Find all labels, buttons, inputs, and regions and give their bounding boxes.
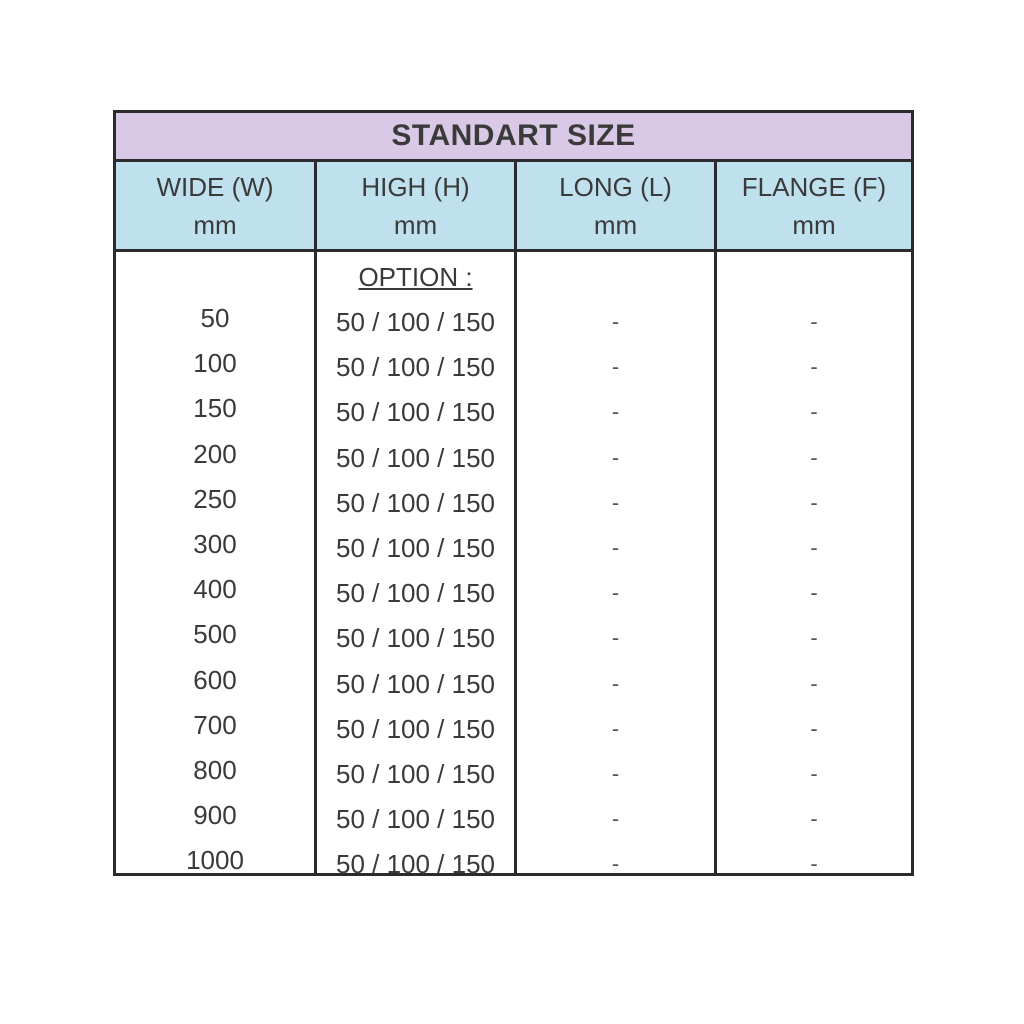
cell-long: - xyxy=(611,354,620,380)
cell-wide: 500 xyxy=(193,619,237,650)
cell-high: 50 / 100 / 150 xyxy=(335,668,496,699)
table-title: STANDART SIZE xyxy=(116,113,911,162)
cell-flange: - xyxy=(810,309,818,334)
cell-long: - xyxy=(611,715,620,741)
header-wide xyxy=(116,162,317,249)
cell-high: 50 / 100 / 150 xyxy=(335,849,496,880)
cell-flange: - xyxy=(810,489,818,515)
cell-flange: - xyxy=(810,535,818,560)
cell-wide: 300 xyxy=(193,529,237,559)
cell-wide: 900 xyxy=(193,800,237,831)
header-high xyxy=(317,162,517,249)
cell-long: - xyxy=(611,535,620,560)
column-high xyxy=(317,252,517,880)
table-body xyxy=(116,252,911,880)
cell-flange: - xyxy=(810,354,818,380)
header-long-name: LONG (L) xyxy=(559,171,672,202)
cell-high: 50 / 100 / 150 xyxy=(335,487,496,518)
header-flange-unit: mm xyxy=(792,209,836,240)
cell-high: 50 / 100 / 150 xyxy=(335,759,496,789)
header-high-name: HIGH (H) xyxy=(361,171,470,202)
cell-long: - xyxy=(611,309,620,334)
cell-long: - xyxy=(611,489,620,515)
column-flange xyxy=(717,252,911,876)
standard-size-table xyxy=(113,110,914,880)
cell-long: - xyxy=(611,761,620,786)
header-long xyxy=(517,162,717,249)
cell-long: - xyxy=(611,625,620,651)
cell-wide: 100 xyxy=(193,348,237,379)
cell-wide: 400 xyxy=(193,574,237,605)
cell-flange: - xyxy=(810,580,818,606)
header-flange-name: FLANGE (F) xyxy=(741,171,887,202)
cell-high: 50 / 100 / 150 xyxy=(335,352,496,383)
column-wide xyxy=(116,252,317,876)
cell-high: 50 / 100 / 150 xyxy=(335,804,496,835)
cell-high: 50 / 100 / 150 xyxy=(335,533,496,563)
cell-high: 50 / 100 / 150 xyxy=(335,442,496,473)
cell-flange: - xyxy=(810,625,818,651)
cell-long: - xyxy=(611,399,620,425)
cell-wide: 50 xyxy=(200,303,230,333)
cell-high: 50 / 100 / 150 xyxy=(335,307,496,337)
cell-long: - xyxy=(611,851,620,877)
cell-flange: - xyxy=(810,715,818,741)
cell-high: 50 / 100 / 150 xyxy=(335,623,496,654)
option-label: OPTION : xyxy=(358,262,473,292)
cell-flange: - xyxy=(810,851,818,877)
cell-high: 50 / 100 / 150 xyxy=(335,578,496,609)
cell-wide: 1000 xyxy=(186,845,244,876)
cell-wide: 800 xyxy=(193,755,237,785)
header-wide-name: WIDE (W) xyxy=(156,171,274,202)
header-long-unit: mm xyxy=(593,209,638,240)
cell-wide: 150 xyxy=(193,393,237,424)
cell-long: - xyxy=(611,806,620,832)
cell-flange: - xyxy=(810,444,818,470)
cell-high: 50 / 100 / 150 xyxy=(335,397,496,428)
cell-high: 50 / 100 / 150 xyxy=(335,713,496,744)
cell-flange: - xyxy=(810,761,818,786)
cell-long: - xyxy=(611,444,620,470)
cell-flange: - xyxy=(810,399,818,425)
header-high-unit: mm xyxy=(393,209,438,240)
cell-wide: 600 xyxy=(193,664,237,695)
cell-wide: 250 xyxy=(193,483,237,514)
column-long xyxy=(517,252,717,876)
cell-wide: 700 xyxy=(193,709,237,740)
header-wide-unit: mm xyxy=(193,209,237,240)
header-flange xyxy=(717,162,911,249)
cell-wide: 200 xyxy=(193,438,237,469)
cell-long: - xyxy=(611,670,620,696)
cell-flange: - xyxy=(810,806,818,832)
header-row xyxy=(116,162,911,252)
cell-long: - xyxy=(611,580,620,606)
cell-flange: - xyxy=(810,670,818,696)
